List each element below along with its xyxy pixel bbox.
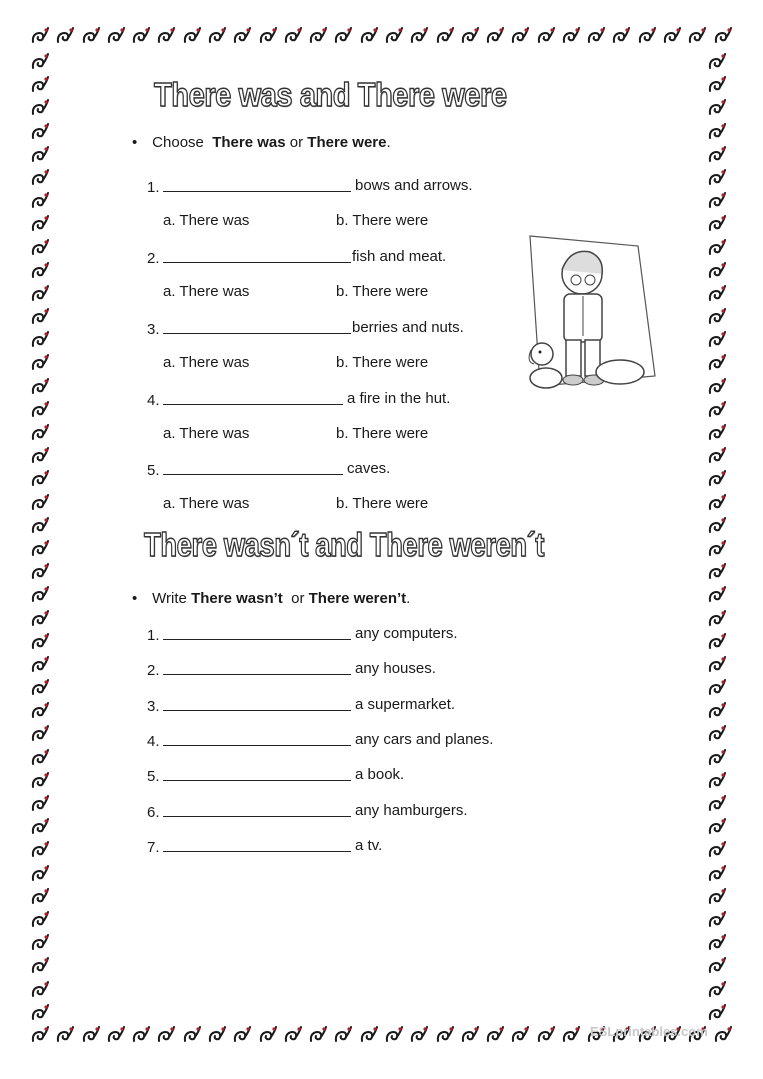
option-b[interactable]: b. There were (336, 212, 429, 229)
swirl-ornament-icon (359, 26, 379, 48)
swirl-ornament-icon (156, 26, 176, 48)
swirl-ornament-icon (232, 1025, 252, 1047)
swirl-ornament-icon (30, 701, 50, 723)
swirl-ornament-icon (30, 864, 50, 886)
swirl-ornament-icon (30, 980, 50, 1002)
swirl-ornament-icon (30, 1003, 50, 1025)
swirl-ornament-icon (536, 1025, 556, 1047)
swirl-ornament-icon (707, 493, 727, 515)
swirl-ornament-icon (81, 26, 101, 48)
swirl-ornament-icon (30, 493, 50, 515)
swirl-ornament-icon (30, 423, 50, 445)
swirl-ornament-icon (510, 26, 530, 48)
question-number: 4. (147, 392, 160, 409)
option-a[interactable]: a. There was (163, 495, 250, 512)
swirl-ornament-icon (30, 122, 50, 144)
swirl-ornament-icon (707, 98, 727, 120)
swirl-ornament-icon (707, 748, 727, 770)
question-number: 1. (147, 179, 160, 196)
swirl-ornament-icon (333, 1025, 353, 1047)
swirl-ornament-icon (30, 956, 50, 978)
option-a[interactable]: a. There was (163, 212, 250, 229)
swirl-ornament-icon (409, 1025, 429, 1047)
swirl-ornament-icon (707, 701, 727, 723)
swirl-ornament-icon (561, 26, 581, 48)
swirl-ornament-icon (258, 1025, 278, 1047)
swirl-ornament-icon (707, 539, 727, 561)
swirl-ornament-icon (207, 26, 227, 48)
question-text: any hamburgers. (355, 802, 468, 819)
swirl-ornament-icon (55, 1025, 75, 1047)
swirl-ornament-icon (30, 307, 50, 329)
swirl-ornament-icon (131, 26, 151, 48)
question-text: bows and arrows. (355, 177, 473, 194)
option-b[interactable]: b. There were (336, 283, 429, 300)
question-number: 5. (147, 462, 160, 479)
swirl-ornament-icon (30, 748, 50, 770)
swirl-ornament-icon (707, 864, 727, 886)
question-5 (147, 460, 343, 479)
swirl-ornament-icon (30, 609, 50, 631)
swirl-ornament-icon (707, 330, 727, 352)
answer-blank[interactable] (163, 660, 351, 675)
swirl-ornament-icon (707, 678, 727, 700)
swirl-ornament-icon (333, 26, 353, 48)
swirl-ornament-icon (30, 238, 50, 260)
option-a[interactable]: a. There was (163, 354, 250, 371)
instruction-end: . (386, 134, 391, 151)
question-number: 6. (147, 804, 160, 821)
question-text: a fire in the hut. (347, 390, 451, 407)
answer-blank[interactable] (163, 837, 351, 852)
swirl-ornament-icon (707, 52, 727, 74)
question-2 (147, 248, 351, 267)
question-text: a book. (355, 766, 405, 783)
question-number: 1. (147, 627, 160, 644)
swirl-ornament-icon (707, 794, 727, 816)
swirl-ornament-icon (30, 632, 50, 654)
swirl-ornament-icon (707, 1003, 727, 1025)
swirl-ornament-icon (707, 353, 727, 375)
swirl-ornament-icon (30, 817, 50, 839)
swirl-ornament-icon (707, 840, 727, 862)
swirl-ornament-icon (460, 1025, 480, 1047)
swirl-ornament-icon (707, 122, 727, 144)
swirl-ornament-icon (707, 632, 727, 654)
question-text: a supermarket. (355, 696, 456, 713)
question-1 (147, 177, 351, 196)
write-question-1 (147, 625, 351, 644)
swirl-ornament-icon (30, 353, 50, 375)
swirl-ornament-icon (30, 840, 50, 862)
swirl-ornament-icon (30, 539, 50, 561)
swirl-ornament-icon (30, 26, 50, 48)
swirl-ornament-icon (30, 191, 50, 213)
swirl-ornament-icon (30, 52, 50, 74)
question-number: 2. (147, 250, 160, 267)
swirl-ornament-icon (30, 330, 50, 352)
boy-with-dog-illustration (520, 226, 670, 406)
swirl-ornament-icon (707, 377, 727, 399)
question-text: berries and nuts. (352, 319, 464, 336)
write-question-6 (147, 802, 351, 821)
worksheet-title: There was and There were (154, 76, 507, 113)
instruction-prefix: Write (152, 590, 187, 607)
swirl-ornament-icon (586, 26, 606, 48)
swirl-ornament-icon (30, 887, 50, 909)
swirl-ornament-icon (131, 1025, 151, 1047)
swirl-ornament-icon (707, 516, 727, 538)
answer-blank[interactable] (163, 802, 351, 817)
swirl-ornament-icon (713, 26, 733, 48)
question-number: 4. (147, 733, 160, 750)
swirl-ornament-icon (707, 910, 727, 932)
swirl-ornament-icon (435, 1025, 455, 1047)
swirl-ornament-icon (409, 26, 429, 48)
swirl-ornament-icon (182, 26, 202, 48)
swirl-ornament-icon (707, 585, 727, 607)
answer-blank[interactable] (163, 319, 351, 334)
write-question-4 (147, 731, 351, 750)
swirl-ornament-icon (707, 423, 727, 445)
swirl-ornament-icon (55, 26, 75, 48)
swirl-ornament-icon (106, 1025, 126, 1047)
swirl-ornament-icon (536, 26, 556, 48)
question-number: 3. (147, 698, 160, 715)
swirl-ornament-icon (707, 562, 727, 584)
swirl-ornament-icon (359, 1025, 379, 1047)
answer-blank[interactable] (163, 731, 351, 746)
instruction-end: . (406, 590, 411, 607)
swirl-ornament-icon (707, 214, 727, 236)
swirl-ornament-icon (707, 887, 727, 909)
option-a[interactable]: a. There was (163, 283, 250, 300)
swirl-ornament-icon (707, 400, 727, 422)
swirl-ornament-icon (30, 98, 50, 120)
question-number: 2. (147, 662, 160, 679)
swirl-ornament-icon (707, 307, 727, 329)
swirl-ornament-icon (707, 655, 727, 677)
swirl-ornament-icon (30, 678, 50, 700)
swirl-ornament-icon (707, 469, 727, 491)
swirl-ornament-icon (707, 956, 727, 978)
bullet-icon: • (132, 590, 138, 607)
write-question-2 (147, 660, 351, 679)
border-top (30, 26, 733, 52)
swirl-ornament-icon (30, 145, 50, 167)
question-text: a tv. (355, 837, 383, 854)
swirl-ornament-icon (30, 562, 50, 584)
swirl-ornament-icon (687, 26, 707, 48)
swirl-ornament-icon (30, 168, 50, 190)
option-a[interactable]: a. There was (163, 425, 250, 442)
swirl-ornament-icon (707, 609, 727, 631)
swirl-ornament-icon (308, 1025, 328, 1047)
swirl-ornament-icon (106, 26, 126, 48)
swirl-ornament-icon (435, 26, 455, 48)
instruction-option-a: There wasn’t (191, 590, 283, 607)
question-3 (147, 319, 351, 338)
question-text: any computers. (355, 625, 458, 642)
swirl-ornament-icon (30, 261, 50, 283)
swirl-ornament-icon (707, 145, 727, 167)
swirl-ornament-icon (207, 1025, 227, 1047)
swirl-ornament-icon (30, 75, 50, 97)
swirl-ornament-icon (30, 794, 50, 816)
swirl-ornament-icon (30, 377, 50, 399)
swirl-ornament-icon (510, 1025, 530, 1047)
swirl-ornament-icon (30, 585, 50, 607)
swirl-ornament-icon (707, 261, 727, 283)
answer-blank[interactable] (163, 177, 351, 192)
question-text: fish and meat. (352, 248, 447, 265)
swirl-ornament-icon (30, 771, 50, 793)
swirl-ornament-icon (232, 26, 252, 48)
swirl-ornament-icon (707, 933, 727, 955)
swirl-ornament-icon (707, 284, 727, 306)
swirl-ornament-icon (637, 26, 657, 48)
instruction-option-b: There were (307, 134, 387, 151)
swirl-ornament-icon (707, 191, 727, 213)
answer-blank[interactable] (163, 625, 351, 640)
swirl-ornament-icon (30, 400, 50, 422)
question-text: any houses. (355, 660, 436, 677)
border-left (30, 52, 56, 1025)
swirl-ornament-icon (707, 771, 727, 793)
swirl-ornament-icon (30, 655, 50, 677)
swirl-ornament-icon (30, 910, 50, 932)
swirl-ornament-icon (30, 284, 50, 306)
swirl-ornament-icon (485, 1025, 505, 1047)
swirl-ornament-icon (713, 1025, 733, 1047)
instruction-or: or (289, 134, 304, 151)
answer-blank[interactable] (163, 248, 351, 263)
bullet-icon: • (132, 134, 138, 151)
answer-blank[interactable] (163, 696, 351, 711)
option-b[interactable]: b. There were (336, 425, 429, 442)
swirl-ornament-icon (81, 1025, 101, 1047)
option-b[interactable]: b. There were (336, 354, 429, 371)
write-question-5 (147, 766, 351, 785)
option-b[interactable]: b. There were (336, 495, 429, 512)
swirl-ornament-icon (611, 26, 631, 48)
swirl-ornament-icon (182, 1025, 202, 1047)
swirl-ornament-icon (30, 469, 50, 491)
question-text: any cars and planes. (355, 731, 494, 748)
swirl-ornament-icon (707, 724, 727, 746)
border-right (707, 52, 733, 1025)
swirl-ornament-icon (707, 238, 727, 260)
instruction-prefix: Choose (152, 134, 204, 151)
swirl-ornament-icon (30, 933, 50, 955)
swirl-ornament-icon (30, 1025, 50, 1047)
swirl-ornament-icon (707, 980, 727, 1002)
swirl-ornament-icon (258, 26, 278, 48)
instruction-or: or (291, 590, 305, 607)
answer-blank[interactable] (163, 460, 343, 475)
swirl-ornament-icon (485, 26, 505, 48)
swirl-ornament-icon (308, 26, 328, 48)
question-4 (147, 390, 343, 409)
instruction-option-a: There was (212, 134, 286, 151)
swirl-ornament-icon (30, 446, 50, 468)
answer-blank[interactable] (163, 766, 351, 781)
answer-blank[interactable] (163, 390, 343, 405)
question-text: caves. (347, 460, 391, 477)
swirl-ornament-icon (30, 724, 50, 746)
swirl-ornament-icon (707, 446, 727, 468)
watermark: ESLprintables.com (590, 1024, 708, 1039)
write-question-3 (147, 696, 351, 715)
swirl-ornament-icon (30, 516, 50, 538)
swirl-ornament-icon (384, 26, 404, 48)
instruction-choose (132, 134, 391, 151)
swirl-ornament-icon (384, 1025, 404, 1047)
swirl-ornament-icon (460, 26, 480, 48)
question-number: 7. (147, 839, 160, 856)
swirl-ornament-icon (283, 1025, 303, 1047)
swirl-ornament-icon (156, 1025, 176, 1047)
swirl-ornament-icon (707, 817, 727, 839)
instruction-option-b: There weren’t (308, 590, 407, 607)
question-number: 5. (147, 768, 160, 785)
question-number: 3. (147, 321, 160, 338)
swirl-ornament-icon (707, 168, 727, 190)
swirl-ornament-icon (30, 214, 50, 236)
worksheet-subtitle: There wasn´t and There weren´t (144, 526, 545, 563)
swirl-ornament-icon (662, 26, 682, 48)
write-question-7 (147, 837, 351, 856)
instruction-write (132, 590, 410, 607)
swirl-ornament-icon (561, 1025, 581, 1047)
swirl-ornament-icon (283, 26, 303, 48)
swirl-ornament-icon (707, 75, 727, 97)
